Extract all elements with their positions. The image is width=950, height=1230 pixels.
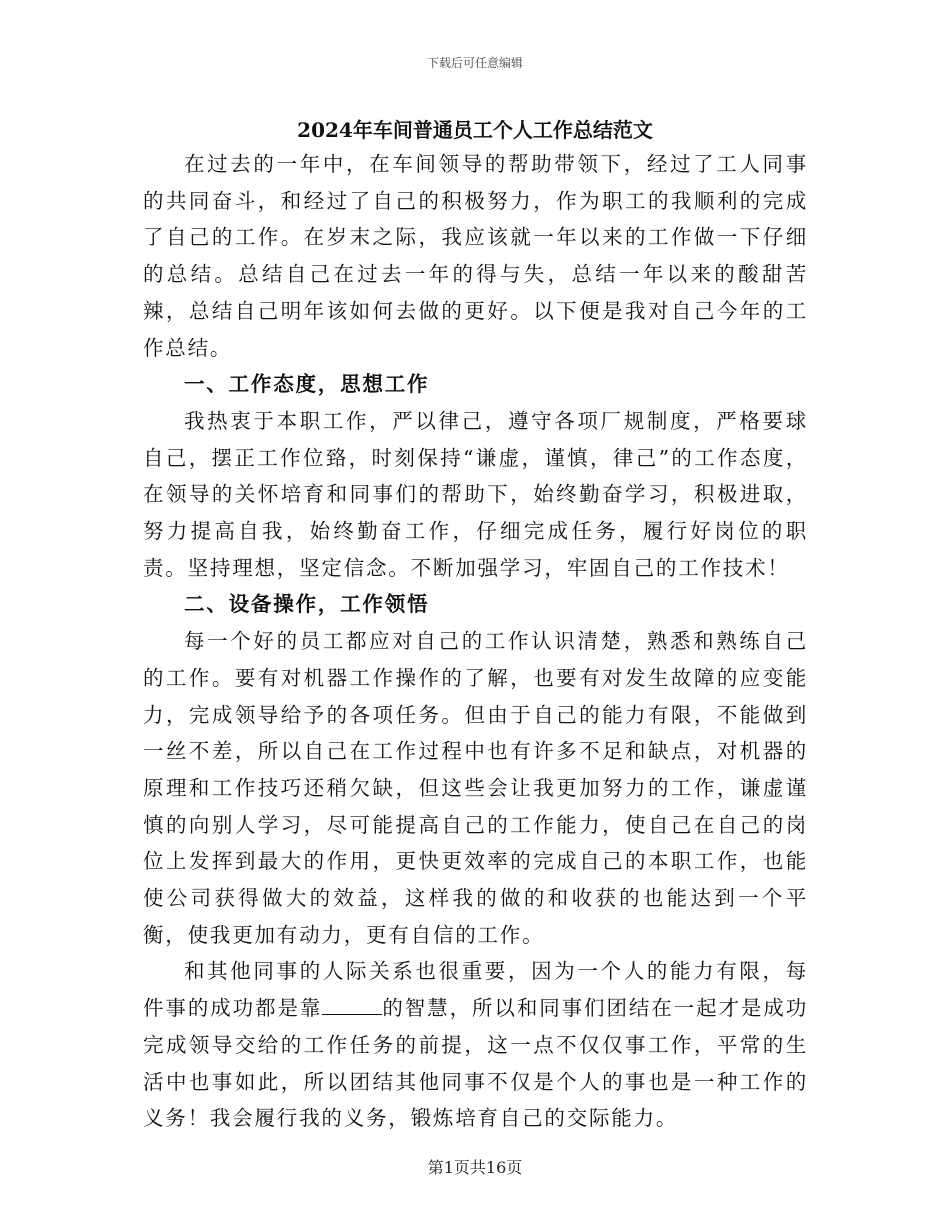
section-heading-1: 一、工作态度，思想工作 [184,372,430,397]
fill-in-blank [322,994,382,1015]
page-number-footer: 第1页共16页 [427,1158,523,1177]
section-1-paragraph: 我热衷于本职工作，严以律己，遵守各项厂规制度，严格要球自己，摆正工作位臵，时刻保持“谦虚，谨慎，律己”的工作态度，在领导的关怀培育和同事们的帮助下，始终勤奋学习，积极进取，努力提高自我，始终勤奋工作，仔细完成任务，履行好岗位的职责。坚持理想，坚定信念。不断加强学习，牢固自己的工作技术！ [143,408,808,580]
document-body [143,146,808,1137]
paragraph-text-part-1: 和其他同事的人际关系也很重要，因为一个人的能力有限，每件事的成功都是靠 [143,959,808,1021]
section-2-paragraph-1: 每一个好的员工都应对自己的工作认识清楚，熟悉和熟练自己的工作。要有对机器工作操作的了解，也要有对发生故障的应变能力，完成领导给予的各项任务。但由于自己的能力有限，不能做到一丝不差，所以自己在工作过程中也有许多不足和缺点，对机器的原理和工作技巧还稍欠缺，但这些会让我更加努力的工作，谦虚谨慎的向别人学习，尽可能提高自己的工作能力，使自己在自己的岗位上发挥到最大的作用，更快更效率的完成自己的本职工作，也能使公司获得做大的效益，这样我的做的和收获的也能达到一个平衡，使我更加有动力，更有自信的工作。 [143,629,808,947]
paragraph-text-part-2: 的智慧，所以和同事们团结在一起才是成功完成领导交给的工作任务的前提，这一点不仅仅事工作，平常的生活中也事如此，所以团结其他同事不仅是个人的事也是一种工作的义务！我会履行我的义务，锻炼培育自己的交际能力。 [143,996,808,1131]
header-note: 下载后可任意编辑 [426,56,523,70]
section-heading-2: 二、设备操作，工作领悟 [184,592,430,617]
intro-paragraph: 在过去的一年中，在车间领导的帮助带领下，经过了工人同事的共同奋斗，和经过了自己的积极努力，作为职工的我顺利的完成了自己的工作。在岁末之际，我应该就一年以来的工作做一下仔细的总结。总结自己在过去一年的得与失，总结一年以来的酸甜苦辣，总结自己明年该如何去做的更好。以下便是我对自己今年的工作总结。 [143,152,808,360]
document-title: 2024年车间普通员工个人工作总结范文 [297,118,653,142]
section-2-paragraph-2 [143,953,808,1137]
